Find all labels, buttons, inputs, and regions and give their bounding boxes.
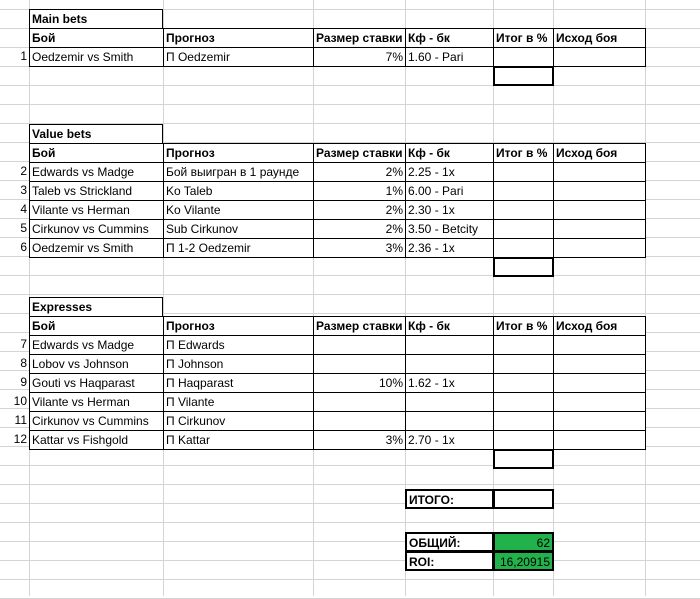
result-cell[interactable] bbox=[493, 335, 554, 355]
gridline-horizontal bbox=[0, 484, 700, 485]
outcome-cell[interactable] bbox=[553, 373, 646, 393]
result-cell[interactable] bbox=[493, 162, 554, 182]
fight-cell[interactable]: Lobov vs Johnson bbox=[29, 354, 164, 374]
fight-cell[interactable]: Oedzemir vs Smith bbox=[29, 47, 164, 67]
stake-cell[interactable]: 2% bbox=[313, 219, 406, 239]
column-header-cell[interactable]: Итог в % bbox=[493, 316, 554, 336]
stake-cell[interactable] bbox=[313, 335, 406, 355]
result-cell[interactable] bbox=[493, 392, 554, 412]
gridline-vertical bbox=[313, 0, 314, 596]
gridline-horizontal bbox=[0, 294, 700, 295]
pick-cell[interactable]: П Oedzemir bbox=[163, 47, 314, 67]
fight-cell[interactable]: Cirkunov vs Cummins bbox=[29, 411, 164, 431]
outcome-cell[interactable] bbox=[553, 430, 646, 450]
column-header-cell[interactable]: Кф - бк bbox=[405, 143, 494, 163]
stake-cell[interactable]: 7% bbox=[313, 47, 406, 67]
gridline-horizontal bbox=[0, 541, 700, 542]
section-title-cell[interactable]: Expresses bbox=[29, 297, 163, 317]
gridline-horizontal bbox=[0, 503, 700, 504]
row-number: 5 bbox=[20, 221, 27, 235]
pick-cell[interactable]: П Vilante bbox=[163, 392, 314, 412]
pick-cell[interactable]: Ko Vilante bbox=[163, 200, 314, 220]
section-title-cell[interactable]: Main bets bbox=[29, 9, 163, 29]
gridline-horizontal bbox=[0, 522, 700, 523]
gridline-horizontal bbox=[0, 85, 700, 86]
odds-cell[interactable]: 6.00 - Pari bbox=[405, 181, 494, 201]
odds-cell[interactable]: 2.25 - 1x bbox=[405, 162, 494, 182]
outcome-cell[interactable] bbox=[553, 335, 646, 355]
stake-cell[interactable]: 2% bbox=[313, 200, 406, 220]
outcome-cell[interactable] bbox=[553, 354, 646, 374]
result-cell[interactable] bbox=[493, 219, 554, 239]
odds-cell[interactable]: 1.62 - 1x bbox=[405, 373, 494, 393]
fight-cell[interactable]: Vilante vs Herman bbox=[29, 200, 164, 220]
column-header-cell[interactable]: Бой bbox=[29, 143, 164, 163]
column-header-cell[interactable]: Прогноз bbox=[163, 316, 314, 336]
gridline-horizontal bbox=[0, 104, 700, 105]
gridline-horizontal bbox=[0, 275, 700, 276]
result-cell[interactable] bbox=[493, 430, 554, 450]
column-header-cell[interactable]: Исход боя bbox=[553, 316, 646, 336]
column-header-cell[interactable]: Бой bbox=[29, 316, 164, 336]
stake-cell[interactable]: 3% bbox=[313, 430, 406, 450]
column-header-cell[interactable]: Кф - бк bbox=[405, 28, 494, 48]
result-summary-cell[interactable] bbox=[493, 257, 554, 277]
odds-cell[interactable]: 2.70 - 1x bbox=[405, 430, 494, 450]
row-number: 4 bbox=[20, 202, 27, 216]
row-number: 8 bbox=[20, 356, 27, 370]
roi-value-cell[interactable]: 16,20915 bbox=[493, 551, 554, 571]
result-summary-cell[interactable] bbox=[493, 449, 554, 469]
row-number: 6 bbox=[20, 240, 27, 254]
stake-cell[interactable] bbox=[313, 354, 406, 374]
gridline-vertical bbox=[163, 0, 164, 596]
stake-cell[interactable] bbox=[313, 392, 406, 412]
column-header-cell[interactable]: Бой bbox=[29, 28, 164, 48]
stake-cell[interactable]: 2% bbox=[313, 162, 406, 182]
column-header-cell[interactable]: Итог в % bbox=[493, 28, 554, 48]
pick-cell[interactable]: П Edwards bbox=[163, 335, 314, 355]
odds-cell[interactable]: 2.30 - 1x bbox=[405, 200, 494, 220]
section-title-cell[interactable]: Value bets bbox=[29, 124, 163, 144]
column-header-cell[interactable]: Размер ставки bbox=[313, 316, 406, 336]
fight-cell[interactable]: Vilante vs Herman bbox=[29, 392, 164, 412]
itogo-value-cell[interactable] bbox=[493, 489, 554, 509]
row-number: 9 bbox=[20, 375, 27, 389]
row-number: 7 bbox=[20, 337, 27, 351]
outcome-cell[interactable] bbox=[553, 47, 646, 67]
row-number: 3 bbox=[20, 183, 27, 197]
column-header-cell[interactable]: Кф - бк bbox=[405, 316, 494, 336]
stake-cell[interactable]: 3% bbox=[313, 238, 406, 258]
fight-cell[interactable]: Taleb vs Strickland bbox=[29, 181, 164, 201]
column-header-cell[interactable]: Размер ставки bbox=[313, 143, 406, 163]
outcome-cell[interactable] bbox=[553, 162, 646, 182]
odds-cell[interactable]: 2.36 - 1x bbox=[405, 238, 494, 258]
row-number: 10 bbox=[13, 394, 27, 408]
odds-cell[interactable]: 1.60 - Pari bbox=[405, 47, 494, 67]
result-cell[interactable] bbox=[493, 373, 554, 393]
outcome-cell[interactable] bbox=[553, 238, 646, 258]
fight-cell[interactable]: Kattar vs Fishgold bbox=[29, 430, 164, 450]
result-cell[interactable] bbox=[493, 200, 554, 220]
pick-cell[interactable]: П Cirkunov bbox=[163, 411, 314, 431]
result-cell[interactable] bbox=[493, 354, 554, 374]
row-number: 12 bbox=[13, 432, 27, 446]
odds-cell[interactable]: 3.50 - Betcity bbox=[405, 219, 494, 239]
column-header-cell[interactable]: Исход боя bbox=[553, 143, 646, 163]
pick-cell[interactable]: Бой выигран в 1 раунде bbox=[163, 162, 314, 182]
odds-cell[interactable] bbox=[405, 335, 494, 355]
total-label-cell[interactable]: ОБЩИЙ: bbox=[405, 532, 494, 552]
result-cell[interactable] bbox=[493, 47, 554, 67]
gridline-horizontal bbox=[0, 579, 700, 580]
result-cell[interactable] bbox=[493, 411, 554, 431]
outcome-cell[interactable] bbox=[553, 200, 646, 220]
pick-cell[interactable]: Sub Cirkunov bbox=[163, 219, 314, 239]
fight-cell[interactable]: Edwards vs Madge bbox=[29, 162, 164, 182]
result-cell[interactable] bbox=[493, 181, 554, 201]
row-number: 11 bbox=[14, 413, 27, 427]
stake-cell[interactable] bbox=[313, 411, 406, 431]
outcome-cell[interactable] bbox=[553, 181, 646, 201]
stake-cell[interactable]: 10% bbox=[313, 373, 406, 393]
column-header-cell[interactable]: Прогноз bbox=[163, 28, 314, 48]
pick-cell[interactable]: П Johnson bbox=[163, 354, 314, 374]
pick-cell[interactable]: П 1-2 Oedzemir bbox=[163, 238, 314, 258]
column-header-cell[interactable]: Исход боя bbox=[553, 28, 646, 48]
itogo-label-cell[interactable]: ИТОГО: bbox=[405, 489, 494, 509]
fight-cell[interactable]: Oedzemir vs Smith bbox=[29, 238, 164, 258]
gridline-horizontal bbox=[0, 560, 700, 561]
stake-cell[interactable]: 1% bbox=[313, 181, 406, 201]
gridline-horizontal bbox=[0, 465, 700, 466]
outcome-cell[interactable] bbox=[553, 219, 646, 239]
result-summary-cell[interactable] bbox=[493, 66, 554, 86]
outcome-cell[interactable] bbox=[553, 392, 646, 412]
pick-cell[interactable]: П Kattar bbox=[163, 430, 314, 450]
result-cell[interactable] bbox=[493, 238, 554, 258]
fight-cell[interactable]: Gouti vs Haqparast bbox=[29, 373, 164, 393]
gridline-vertical bbox=[645, 0, 646, 596]
row-number: 2 bbox=[20, 164, 27, 178]
column-header-cell[interactable]: Итог в % bbox=[493, 143, 554, 163]
outcome-cell[interactable] bbox=[553, 411, 646, 431]
column-header-cell[interactable]: Размер ставки bbox=[313, 28, 406, 48]
row-number: 1 bbox=[20, 49, 27, 63]
fight-cell[interactable]: Cirkunov vs Cummins bbox=[29, 219, 164, 239]
fight-cell[interactable]: Edwards vs Madge bbox=[29, 335, 164, 355]
column-header-cell[interactable]: Прогноз bbox=[163, 143, 314, 163]
total-value-cell[interactable]: 62 bbox=[493, 532, 554, 552]
odds-cell[interactable] bbox=[405, 411, 494, 431]
odds-cell[interactable] bbox=[405, 354, 494, 374]
roi-label-cell[interactable]: ROI: bbox=[405, 551, 494, 571]
odds-cell[interactable] bbox=[405, 392, 494, 412]
pick-cell[interactable]: Ko Taleb bbox=[163, 181, 314, 201]
pick-cell[interactable]: П Haqparast bbox=[163, 373, 314, 393]
